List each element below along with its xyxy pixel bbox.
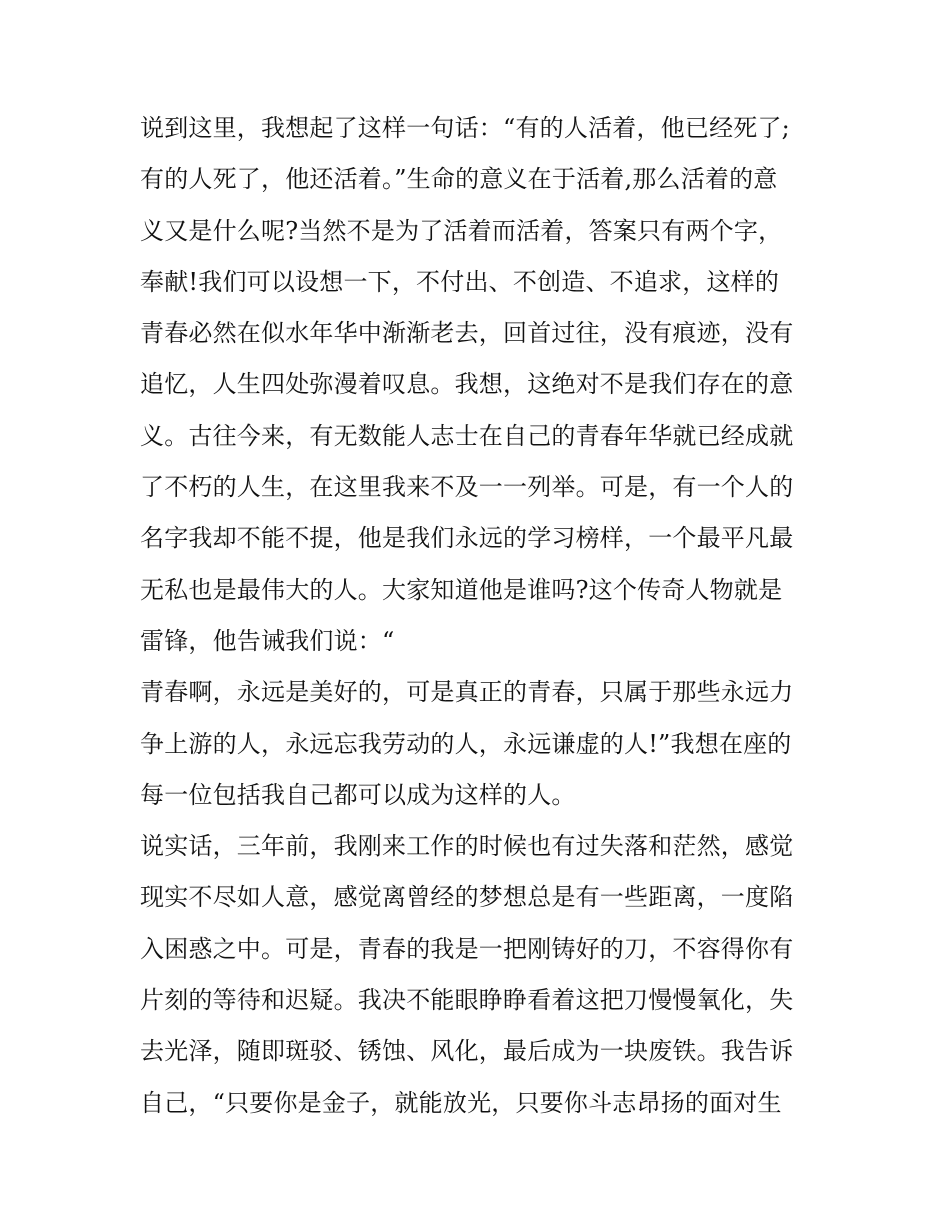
text-line: 名字我却不能不提，他是我们永远的学习榜样，一个最平凡最 [140, 524, 794, 553]
text-line: 青春必然在似水年华中渐渐老去，回首过往，没有痕迹，没有 [140, 319, 794, 348]
text-line: 说实话，三年前，我刚来工作的时候也有过失落和茫然，感觉 [140, 832, 794, 861]
text-line: 去光泽，随即斑驳、锈蚀、风化，最后成为一块废铁。我告诉 [140, 1037, 794, 1066]
text-line: 片刻的等待和迟疑。我决不能眼睁睁看着这把刀慢慢氧化，失 [140, 986, 794, 1015]
text-line: 义。古往今来，有无数能人志士在自己的青春年华就已经成就 [140, 421, 794, 450]
text-line: 每一位包括我自己都可以成为这样的人。 [140, 780, 576, 809]
text-line: 义又是什么呢?当然不是为了活着而活着，答案只有两个字， [140, 216, 783, 245]
text-line: 自己，“只要你是金子，就能放光，只要你斗志昂扬的面对生 [140, 1088, 782, 1117]
text-line: 说到这里，我想起了这样一句话：“有的人活着，他已经死了; [140, 114, 790, 142]
text-line: 无私也是最伟大的人。大家知道他是谁吗?这个传奇人物就是 [140, 575, 783, 604]
text-line: 奉献!我们可以设想一下，不付出、不创造、不追求，这样的 [140, 267, 780, 296]
text-line: 现实不尽如人意，感觉离曾经的梦想总是有一些距离，一度陷 [140, 883, 794, 912]
text-line: 有的人死了，他还活着。”生命的意义在于活着,那么活着的意 [140, 165, 778, 194]
text-line: 雷锋，他告诫我们说：“ [140, 626, 395, 655]
text-line: 青春啊，永远是美好的，可是真正的青春，只属于那些永远力 [140, 678, 794, 707]
text-line: 追忆，人生四处弥漫着叹息。我想，这绝对不是我们存在的意 [140, 370, 794, 399]
body-text [140, 103, 820, 1129]
text-line: 争上游的人，永远忘我劳动的人，永远谦虚的人!”我想在座的 [140, 729, 792, 758]
text-line: 入困惑之中。可是，青春的我是一把刚铸好的刀，不容得你有 [140, 934, 794, 963]
text-line: 了不朽的人生，在这里我来不及一一列举。可是，有一个人的 [140, 473, 794, 502]
